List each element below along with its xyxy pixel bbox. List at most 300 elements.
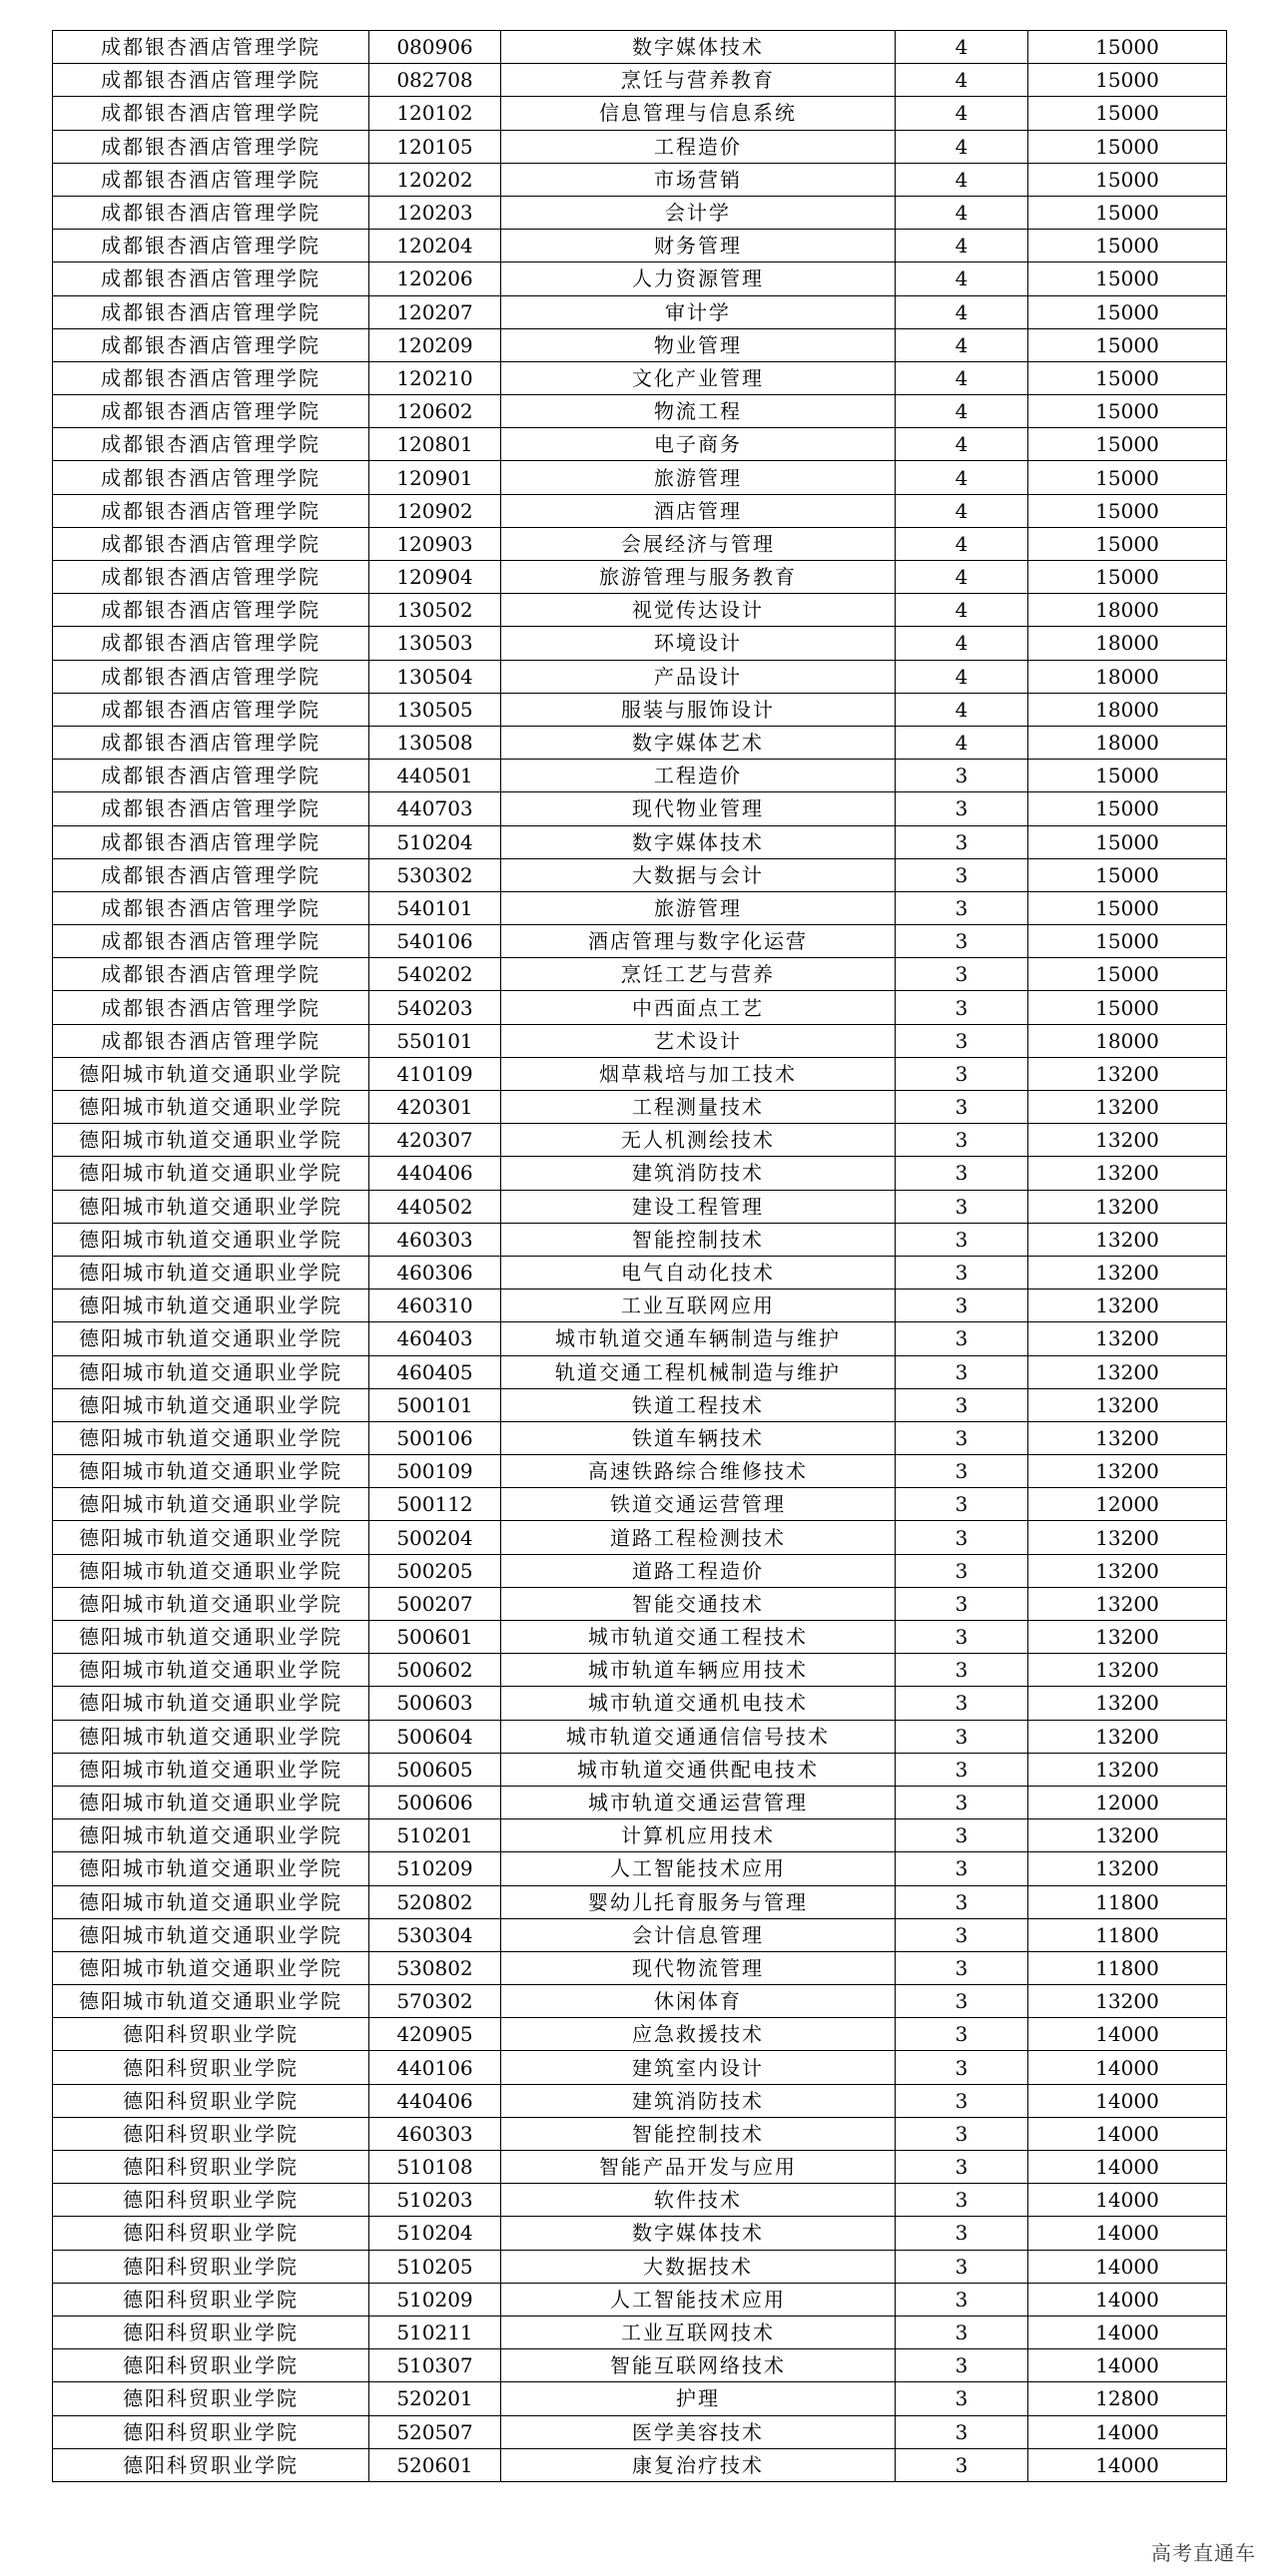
tuition-cell: 15000: [1028, 461, 1227, 494]
duration-cell: 3: [896, 1157, 1028, 1190]
major-name-cell: 工程测量技术: [501, 1091, 896, 1124]
major-name-cell: 市场营销: [501, 163, 896, 196]
tuition-cell: 14000: [1028, 2018, 1227, 2051]
school-name-cell: 成都银杏酒店管理学院: [53, 527, 369, 560]
table-row: [53, 262, 1227, 295]
school-name-cell: 成都银杏酒店管理学院: [53, 428, 369, 461]
duration-cell: 3: [896, 2151, 1028, 2184]
table-row: [53, 627, 1227, 660]
tuition-cell: 14000: [1028, 2448, 1227, 2481]
tuition-cell: 13200: [1028, 1388, 1227, 1421]
major-name-cell: 铁道交通运营管理: [501, 1488, 896, 1521]
duration-cell: 3: [896, 1687, 1028, 1720]
tuition-cell: 15000: [1028, 295, 1227, 328]
major-code-cell: 520601: [369, 2448, 501, 2481]
tuition-cell: 15000: [1028, 760, 1227, 792]
table-body: [53, 31, 1227, 2482]
duration-cell: 4: [896, 461, 1028, 494]
tuition-cell: 13200: [1028, 1753, 1227, 1786]
major-code-cell: 120206: [369, 262, 501, 295]
tuition-cell: 13200: [1028, 1057, 1227, 1090]
major-name-cell: 智能控制技术: [501, 1223, 896, 1256]
major-name-cell: 现代物流管理: [501, 1951, 896, 1984]
major-code-cell: 500109: [369, 1455, 501, 1488]
school-name-cell: 德阳城市轨道交通职业学院: [53, 1687, 369, 1720]
duration-cell: 3: [896, 792, 1028, 825]
major-code-cell: 500606: [369, 1786, 501, 1818]
duration-cell: 3: [896, 1554, 1028, 1587]
duration-cell: 4: [896, 627, 1028, 660]
school-name-cell: 德阳科贸职业学院: [53, 2151, 369, 2184]
tuition-cell: 13200: [1028, 1124, 1227, 1157]
tuition-cell: 13200: [1028, 1256, 1227, 1288]
table-row: [53, 1587, 1227, 1620]
school-name-cell: 成都银杏酒店管理学院: [53, 295, 369, 328]
table-row: [53, 1951, 1227, 1984]
school-name-cell: 成都银杏酒店管理学院: [53, 196, 369, 229]
duration-cell: 3: [896, 1621, 1028, 1654]
major-code-cell: 500112: [369, 1488, 501, 1521]
duration-cell: 3: [896, 1322, 1028, 1355]
table-row: [53, 1124, 1227, 1157]
table-row: [53, 1157, 1227, 1190]
major-name-cell: 婴幼儿托育服务与管理: [501, 1885, 896, 1918]
table-row: [53, 2283, 1227, 2316]
major-name-cell: 城市轨道交通车辆制造与维护: [501, 1322, 896, 1355]
major-code-cell: 130508: [369, 726, 501, 759]
school-name-cell: 成都银杏酒店管理学院: [53, 1024, 369, 1057]
duration-cell: 4: [896, 328, 1028, 361]
table-row: [53, 64, 1227, 97]
tuition-cell: 15000: [1028, 958, 1227, 991]
duration-cell: 3: [896, 2382, 1028, 2415]
school-name-cell: 成都银杏酒店管理学院: [53, 726, 369, 759]
major-name-cell: 烹饪与营养教育: [501, 64, 896, 97]
major-code-cell: 520507: [369, 2415, 501, 2448]
major-name-cell: 会计信息管理: [501, 1918, 896, 1951]
major-name-cell: 人力资源管理: [501, 262, 896, 295]
tuition-cell: 14000: [1028, 2117, 1227, 2150]
school-name-cell: 成都银杏酒店管理学院: [53, 627, 369, 660]
table-row: [53, 1687, 1227, 1720]
tuition-cell: 14000: [1028, 2415, 1227, 2448]
major-name-cell: 物业管理: [501, 328, 896, 361]
table-row: [53, 2217, 1227, 2250]
tuition-cell: 11800: [1028, 1951, 1227, 1984]
duration-cell: 4: [896, 361, 1028, 394]
major-name-cell: 现代物业管理: [501, 792, 896, 825]
duration-cell: 3: [896, 1190, 1028, 1223]
tuition-cell: 15000: [1028, 991, 1227, 1024]
major-code-cell: 082708: [369, 64, 501, 97]
school-name-cell: 德阳科贸职业学院: [53, 2415, 369, 2448]
tuition-cell: 15000: [1028, 64, 1227, 97]
table-row: [53, 2382, 1227, 2415]
tuition-cell: 18000: [1028, 693, 1227, 726]
major-code-cell: 510209: [369, 2283, 501, 2316]
major-name-cell: 软件技术: [501, 2184, 896, 2217]
major-code-cell: 130504: [369, 660, 501, 693]
school-name-cell: 成都银杏酒店管理学院: [53, 328, 369, 361]
duration-cell: 4: [896, 163, 1028, 196]
school-name-cell: 德阳城市轨道交通职业学院: [53, 1786, 369, 1818]
table-row: [53, 1091, 1227, 1124]
school-name-cell: 德阳城市轨道交通职业学院: [53, 1720, 369, 1753]
major-name-cell: 智能交通技术: [501, 1587, 896, 1620]
school-name-cell: 成都银杏酒店管理学院: [53, 594, 369, 627]
major-code-cell: 130502: [369, 594, 501, 627]
major-code-cell: 120209: [369, 328, 501, 361]
tuition-cell: 15000: [1028, 328, 1227, 361]
tuition-cell: 15000: [1028, 130, 1227, 163]
duration-cell: 3: [896, 2184, 1028, 2217]
major-code-cell: 510201: [369, 1819, 501, 1852]
duration-cell: 4: [896, 295, 1028, 328]
tuition-cell: 14000: [1028, 2250, 1227, 2283]
table-row: [53, 1190, 1227, 1223]
major-name-cell: 高速铁路综合维修技术: [501, 1455, 896, 1488]
tuition-cell: 15000: [1028, 925, 1227, 958]
duration-cell: 4: [896, 660, 1028, 693]
school-name-cell: 成都银杏酒店管理学院: [53, 395, 369, 428]
major-name-cell: 旅游管理与服务教育: [501, 561, 896, 594]
duration-cell: 3: [896, 2084, 1028, 2117]
major-code-cell: 500601: [369, 1621, 501, 1654]
school-name-cell: 德阳科贸职业学院: [53, 2448, 369, 2481]
major-name-cell: 铁道车辆技术: [501, 1421, 896, 1454]
tuition-cell: 15000: [1028, 97, 1227, 130]
major-name-cell: 护理: [501, 2382, 896, 2415]
table-row: [53, 494, 1227, 527]
table-row: [53, 1720, 1227, 1753]
tuition-cell: 15000: [1028, 825, 1227, 858]
tuition-cell: 15000: [1028, 494, 1227, 527]
major-name-cell: 会计学: [501, 196, 896, 229]
table-row: [53, 1885, 1227, 1918]
table-row: [53, 726, 1227, 759]
school-name-cell: 德阳城市轨道交通职业学院: [53, 1057, 369, 1090]
major-name-cell: 电气自动化技术: [501, 1256, 896, 1288]
table-row: [53, 163, 1227, 196]
duration-cell: 4: [896, 693, 1028, 726]
table-row: [53, 991, 1227, 1024]
school-name-cell: 成都银杏酒店管理学院: [53, 494, 369, 527]
tuition-cell: 13200: [1028, 1322, 1227, 1355]
major-name-cell: 工业互联网技术: [501, 2316, 896, 2348]
table-row: [53, 1289, 1227, 1322]
table-row: [53, 295, 1227, 328]
table-row: [53, 130, 1227, 163]
tuition-cell: 13200: [1028, 1455, 1227, 1488]
major-name-cell: 智能产品开发与应用: [501, 2151, 896, 2184]
tuition-cell: 15000: [1028, 230, 1227, 262]
table-row: [53, 1554, 1227, 1587]
major-code-cell: 440106: [369, 2051, 501, 2084]
tuition-cell: 13200: [1028, 1687, 1227, 1720]
major-code-cell: 410109: [369, 1057, 501, 1090]
major-code-cell: 510204: [369, 825, 501, 858]
major-name-cell: 工业互联网应用: [501, 1289, 896, 1322]
tuition-cell: 12000: [1028, 1786, 1227, 1818]
major-name-cell: 建筑消防技术: [501, 2084, 896, 2117]
major-code-cell: 120602: [369, 395, 501, 428]
duration-cell: 3: [896, 1124, 1028, 1157]
table-row: [53, 230, 1227, 262]
major-code-cell: 500602: [369, 1654, 501, 1687]
major-name-cell: 工程造价: [501, 760, 896, 792]
major-code-cell: 540106: [369, 925, 501, 958]
tuition-cell: 15000: [1028, 858, 1227, 891]
duration-cell: 3: [896, 1654, 1028, 1687]
duration-cell: 3: [896, 1852, 1028, 1885]
school-name-cell: 德阳城市轨道交通职业学院: [53, 1091, 369, 1124]
major-code-cell: 120901: [369, 461, 501, 494]
duration-cell: 4: [896, 130, 1028, 163]
duration-cell: 3: [896, 1587, 1028, 1620]
major-name-cell: 电子商务: [501, 428, 896, 461]
table-row: [53, 2084, 1227, 2117]
major-code-cell: 120102: [369, 97, 501, 130]
school-name-cell: 德阳城市轨道交通职业学院: [53, 1124, 369, 1157]
table-row: [53, 31, 1227, 64]
table-row: [53, 825, 1227, 858]
duration-cell: 3: [896, 2117, 1028, 2150]
major-name-cell: 旅游管理: [501, 461, 896, 494]
table-row: [53, 1654, 1227, 1687]
table-row: [53, 693, 1227, 726]
school-name-cell: 成都银杏酒店管理学院: [53, 825, 369, 858]
tuition-cell: 13200: [1028, 1157, 1227, 1190]
major-code-cell: 540202: [369, 958, 501, 991]
school-name-cell: 德阳城市轨道交通职业学院: [53, 1256, 369, 1288]
major-name-cell: 城市轨道交通工程技术: [501, 1621, 896, 1654]
major-name-cell: 财务管理: [501, 230, 896, 262]
major-code-cell: 130505: [369, 693, 501, 726]
duration-cell: 4: [896, 726, 1028, 759]
table-row: [53, 2151, 1227, 2184]
school-name-cell: 成都银杏酒店管理学院: [53, 760, 369, 792]
school-name-cell: 德阳科贸职业学院: [53, 2250, 369, 2283]
major-code-cell: 120203: [369, 196, 501, 229]
major-name-cell: 中西面点工艺: [501, 991, 896, 1024]
duration-cell: 4: [896, 262, 1028, 295]
major-name-cell: 建设工程管理: [501, 1190, 896, 1223]
major-code-cell: 460405: [369, 1355, 501, 1388]
major-name-cell: 康复治疗技术: [501, 2448, 896, 2481]
duration-cell: 4: [896, 494, 1028, 527]
major-code-cell: 120904: [369, 561, 501, 594]
table-row: [53, 1819, 1227, 1852]
tuition-cell: 18000: [1028, 1024, 1227, 1057]
duration-cell: 3: [896, 2316, 1028, 2348]
school-name-cell: 德阳城市轨道交通职业学院: [53, 1388, 369, 1421]
school-name-cell: 德阳科贸职业学院: [53, 2084, 369, 2117]
major-name-cell: 医学美容技术: [501, 2415, 896, 2448]
duration-cell: 3: [896, 958, 1028, 991]
school-name-cell: 德阳科贸职业学院: [53, 2283, 369, 2316]
table-row: [53, 1521, 1227, 1554]
tuition-cell: 13200: [1028, 1223, 1227, 1256]
major-name-cell: 会展经济与管理: [501, 527, 896, 560]
major-code-cell: 540203: [369, 991, 501, 1024]
major-name-cell: 旅游管理: [501, 891, 896, 924]
major-code-cell: 570302: [369, 1985, 501, 2018]
duration-cell: 3: [896, 2415, 1028, 2448]
major-name-cell: 艺术设计: [501, 1024, 896, 1057]
table-row: [53, 760, 1227, 792]
major-name-cell: 智能互联网络技术: [501, 2349, 896, 2382]
school-name-cell: 德阳城市轨道交通职业学院: [53, 1289, 369, 1322]
major-name-cell: 酒店管理与数字化运营: [501, 925, 896, 958]
major-code-cell: 510204: [369, 2217, 501, 2250]
major-name-cell: 城市轨道交通运营管理: [501, 1786, 896, 1818]
school-name-cell: 德阳城市轨道交通职业学院: [53, 1885, 369, 1918]
major-name-cell: 道路工程检测技术: [501, 1521, 896, 1554]
school-name-cell: 德阳城市轨道交通职业学院: [53, 1355, 369, 1388]
duration-cell: 3: [896, 1819, 1028, 1852]
major-name-cell: 酒店管理: [501, 494, 896, 527]
major-name-cell: 烹饪工艺与营养: [501, 958, 896, 991]
school-name-cell: 德阳城市轨道交通职业学院: [53, 1190, 369, 1223]
major-code-cell: 440501: [369, 760, 501, 792]
duration-cell: 3: [896, 1488, 1028, 1521]
major-code-cell: 120105: [369, 130, 501, 163]
duration-cell: 4: [896, 31, 1028, 64]
table-row: [53, 2117, 1227, 2150]
tuition-cell: 18000: [1028, 726, 1227, 759]
tuition-cell: 15000: [1028, 196, 1227, 229]
school-name-cell: 成都银杏酒店管理学院: [53, 31, 369, 64]
school-name-cell: 德阳城市轨道交通职业学院: [53, 1918, 369, 1951]
duration-cell: 3: [896, 925, 1028, 958]
major-code-cell: 440502: [369, 1190, 501, 1223]
tuition-cell: 13200: [1028, 1521, 1227, 1554]
major-name-cell: 无人机测绘技术: [501, 1124, 896, 1157]
major-code-cell: 500205: [369, 1554, 501, 1587]
duration-cell: 3: [896, 1786, 1028, 1818]
major-code-cell: 510205: [369, 2250, 501, 2283]
table-row: [53, 1388, 1227, 1421]
duration-cell: 4: [896, 527, 1028, 560]
major-code-cell: 510307: [369, 2349, 501, 2382]
tuition-cell: 14000: [1028, 2184, 1227, 2217]
duration-cell: 4: [896, 196, 1028, 229]
major-code-cell: 530302: [369, 858, 501, 891]
duration-cell: 3: [896, 858, 1028, 891]
major-name-cell: 烟草栽培与加工技术: [501, 1057, 896, 1090]
school-name-cell: 成都银杏酒店管理学院: [53, 792, 369, 825]
major-code-cell: 500605: [369, 1753, 501, 1786]
tuition-cell: 15000: [1028, 395, 1227, 428]
tuition-cell: 15000: [1028, 262, 1227, 295]
tuition-cell: 13200: [1028, 1091, 1227, 1124]
tuition-cell: 13200: [1028, 1587, 1227, 1620]
table-row: [53, 1057, 1227, 1090]
major-code-cell: 510211: [369, 2316, 501, 2348]
major-code-cell: 440703: [369, 792, 501, 825]
school-name-cell: 成都银杏酒店管理学院: [53, 858, 369, 891]
duration-cell: 3: [896, 1256, 1028, 1288]
tuition-cell: 11800: [1028, 1918, 1227, 1951]
tuition-cell: 15000: [1028, 163, 1227, 196]
school-name-cell: 成都银杏酒店管理学院: [53, 163, 369, 196]
major-name-cell: 城市轨道车辆应用技术: [501, 1654, 896, 1687]
duration-cell: 3: [896, 2283, 1028, 2316]
table-row: [53, 2316, 1227, 2348]
school-name-cell: 德阳科贸职业学院: [53, 2382, 369, 2415]
school-name-cell: 成都银杏酒店管理学院: [53, 97, 369, 130]
table-row: [53, 2250, 1227, 2283]
table-row: [53, 594, 1227, 627]
major-code-cell: 120801: [369, 428, 501, 461]
table-row: [53, 2349, 1227, 2382]
tuition-cell: 15000: [1028, 31, 1227, 64]
tuition-cell: 14000: [1028, 2084, 1227, 2117]
duration-cell: 3: [896, 1455, 1028, 1488]
school-name-cell: 成都银杏酒店管理学院: [53, 958, 369, 991]
school-name-cell: 德阳城市轨道交通职业学院: [53, 1951, 369, 1984]
school-name-cell: 德阳城市轨道交通职业学院: [53, 1322, 369, 1355]
tuition-cell: 12800: [1028, 2382, 1227, 2415]
major-name-cell: 大数据与会计: [501, 858, 896, 891]
major-code-cell: 460303: [369, 2117, 501, 2150]
watermark-text: 高考直通车: [1151, 2541, 1256, 2565]
duration-cell: 4: [896, 64, 1028, 97]
major-code-cell: 510209: [369, 1852, 501, 1885]
table-row: [53, 1024, 1227, 1057]
tuition-cell: 14000: [1028, 2051, 1227, 2084]
tuition-cell: 14000: [1028, 2217, 1227, 2250]
major-name-cell: 建筑消防技术: [501, 1157, 896, 1190]
major-name-cell: 智能控制技术: [501, 2117, 896, 2150]
major-name-cell: 建筑室内设计: [501, 2051, 896, 2084]
school-name-cell: 成都银杏酒店管理学院: [53, 891, 369, 924]
major-name-cell: 信息管理与信息系统: [501, 97, 896, 130]
major-name-cell: 休闲体育: [501, 1985, 896, 2018]
major-code-cell: 550101: [369, 1024, 501, 1057]
tuition-cell: 13200: [1028, 1819, 1227, 1852]
major-code-cell: 460403: [369, 1322, 501, 1355]
duration-cell: 3: [896, 1421, 1028, 1454]
major-name-cell: 铁道工程技术: [501, 1388, 896, 1421]
major-code-cell: 520802: [369, 1885, 501, 1918]
tuition-cell: 14000: [1028, 2283, 1227, 2316]
tuition-cell: 13200: [1028, 1720, 1227, 1753]
duration-cell: 4: [896, 395, 1028, 428]
school-name-cell: 成都银杏酒店管理学院: [53, 693, 369, 726]
table-row: [53, 1985, 1227, 2018]
school-name-cell: 德阳科贸职业学院: [53, 2349, 369, 2382]
table-row: [53, 1621, 1227, 1654]
major-name-cell: 轨道交通工程机械制造与维护: [501, 1355, 896, 1388]
school-name-cell: 德阳城市轨道交通职业学院: [53, 1157, 369, 1190]
duration-cell: 3: [896, 1223, 1028, 1256]
tuition-cell: 13200: [1028, 1190, 1227, 1223]
duration-cell: 3: [896, 2051, 1028, 2084]
table-row: [53, 97, 1227, 130]
duration-cell: 3: [896, 1388, 1028, 1421]
tuition-cell: 13200: [1028, 1852, 1227, 1885]
school-name-cell: 德阳城市轨道交通职业学院: [53, 1753, 369, 1786]
tuition-cell: 15000: [1028, 792, 1227, 825]
tuition-cell: 15000: [1028, 527, 1227, 560]
tuition-cell: 18000: [1028, 627, 1227, 660]
duration-cell: 3: [896, 991, 1028, 1024]
table-row: [53, 925, 1227, 958]
table-row: [53, 1355, 1227, 1388]
major-name-cell: 视觉传达设计: [501, 594, 896, 627]
table-row: [53, 1256, 1227, 1288]
